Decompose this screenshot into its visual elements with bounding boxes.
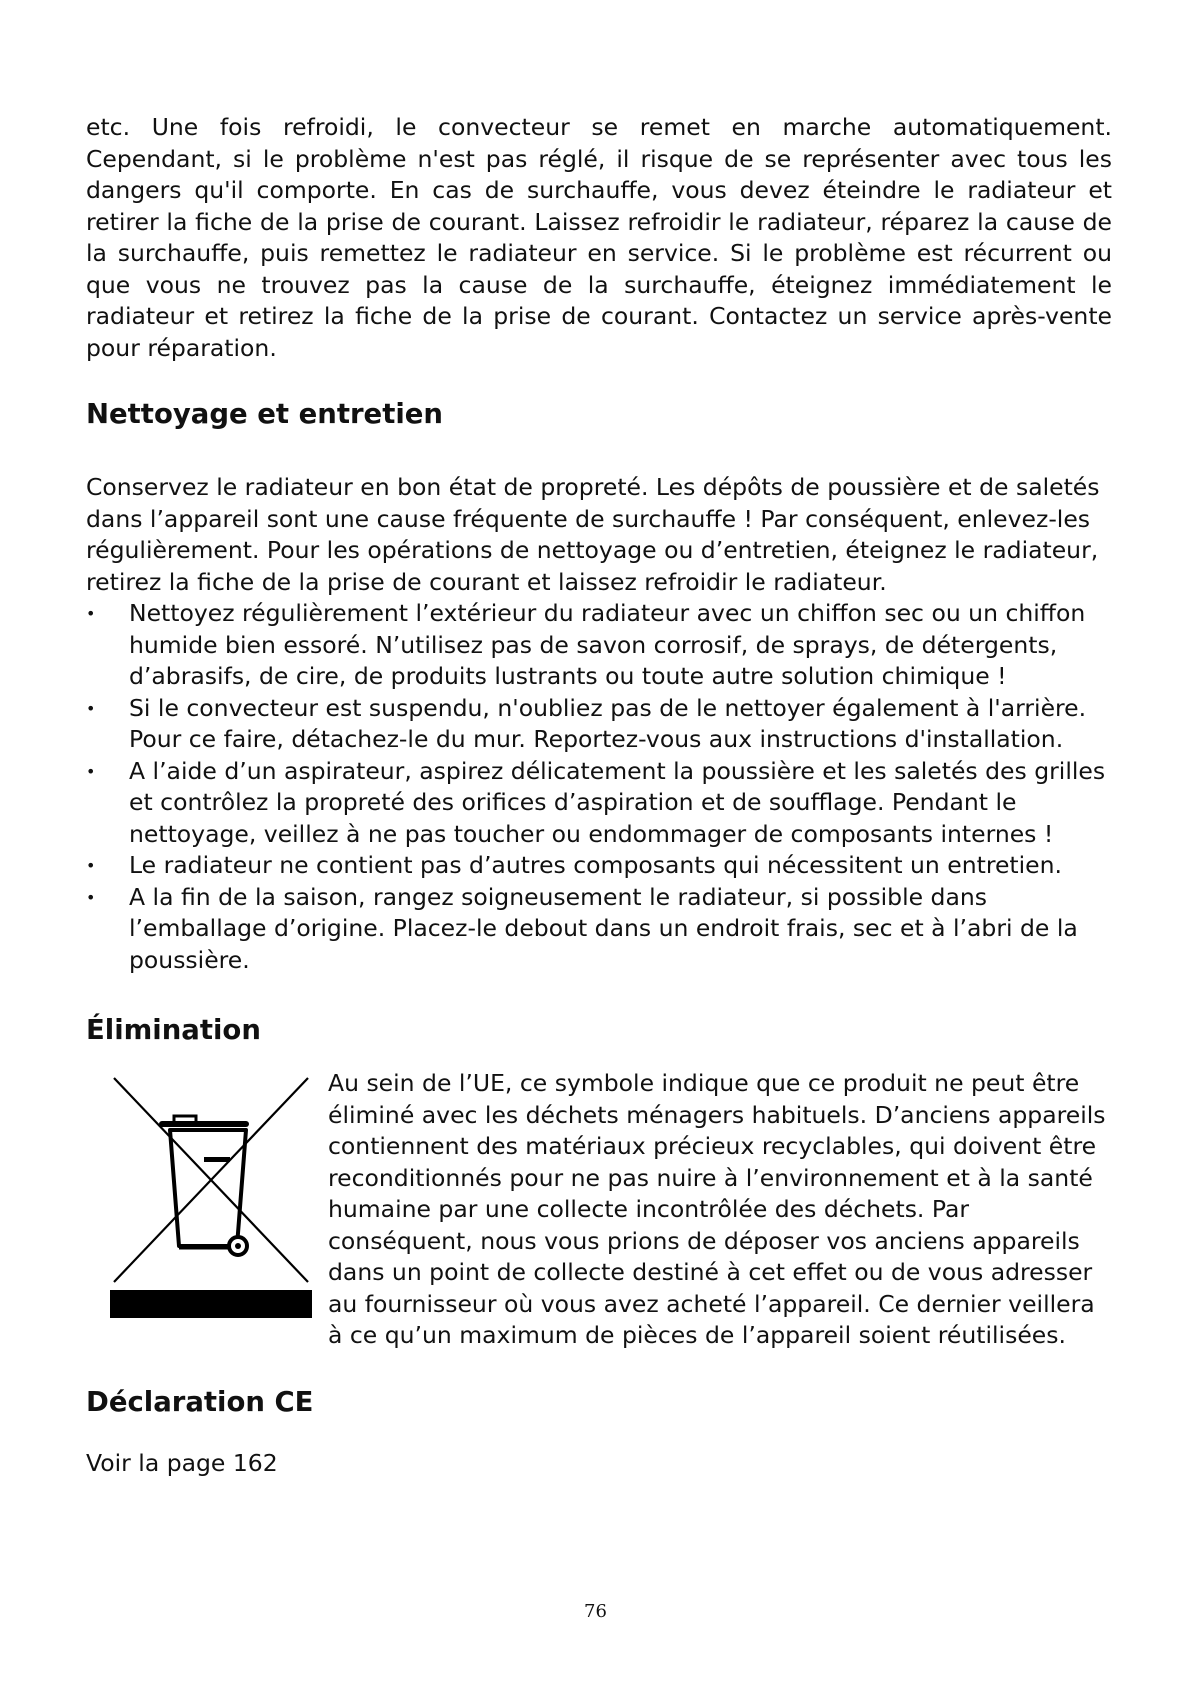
list-item-text: A l’aide d’un aspirateur, aspirez délicatement la poussière et les saletés des grilles et contrôlez la propreté des orifices d’aspiration et de soufflage. Pendant le nettoyage, veillez à ne pas toucher ou endommager de composants internes ! <box>129 756 1106 848</box>
list-item-text: Le radiateur ne contient pas d’autres composants qui nécessitent un entretien. <box>129 851 1063 879</box>
bullet-icon: • <box>86 761 96 781</box>
cleaning-paragraph: Conservez le radiateur en bon état de propreté. Les dépôts de poussière et de saletés dans l’appareil sont une cause fréquente de surchauffe ! Par conséquent, enlevez-les régulièrement. Pour les opérations de nettoyage ou d’entretien, éteignez le radiateur, retirez la fiche de la prise de courant et laissez refroidir le radiateur. <box>86 473 1100 596</box>
cleaning-bullet-list <box>86 598 1112 976</box>
list-item-text: Nettoyez régulièrement l’extérieur du radiateur avec un chiffon sec ou un chiffon humide bien essoré. N’utilisez pas de savon corrosif, de sprays, de détergents, d’abrasifs, de cire, de produits lustrants ou toute autre solution chimique ! <box>129 599 1086 690</box>
ce-declaration-heading: Déclaration CE <box>86 1385 314 1418</box>
bullet-icon: • <box>86 887 96 907</box>
bullet-icon: • <box>86 698 96 718</box>
disposal-paragraph: Au sein de l’UE, ce symbole indique que ce produit ne peut être éliminé avec les déchets ménagers habituels. D’anciens appareils contiennent des matériaux précieux recyclables, qui doivent être reconditionnés pour ne pas nuire à l’environnement et à la santé humaine par une collecte incontrôlée des déchets. Par conséquent, nous vous prions de déposer vos anciens appareils dans un point de collecte destiné à cet effet ou de vous adresser au fournisseur où vous avez acheté l’appareil. Ce dernier veillera à ce qu’un maximum de pièces de l’appareil soient réutilisées. <box>328 1069 1106 1349</box>
list-item-text: Si le convecteur est suspendu, n'oubliez pas de le nettoyer également à l'arrière. Pour ce faire, détachez-le du mur. Reportez-vous aux instructions d'installation. <box>129 693 1087 753</box>
list-item <box>86 693 1112 756</box>
list-item <box>86 598 1112 693</box>
intro-paragraph: etc. Une fois refroidi, le convecteur se remet en marche automatiquement. Cependant, si le problème n'est pas réglé, il risque de se représenter avec tous les dangers qu'il comporte. En cas de surchauffe, vous devez éteindre le radiateur et retirer la fiche de la prise de courant. Laissez refroidir le radiateur, réparez la cause de la surchauffe, puis remettez le radiateur en service. Si le problème est récurrent ou que vous ne trouvez pas la cause de la surchauffe, éteignez immédiatement le radiateur et retirez la fiche de la prise de courant. Contactez un service après-vente pour réparation. <box>86 113 1112 362</box>
page-number: 76 <box>584 1601 607 1622</box>
list-item <box>86 756 1112 851</box>
disposal-section <box>86 1068 1112 1352</box>
bullet-icon: • <box>86 604 96 623</box>
disposal-heading: Élimination <box>86 1014 261 1046</box>
ce-declaration-paragraph: Voir la page 162 <box>86 1448 278 1477</box>
cleaning-heading: Nettoyage et entretien <box>86 398 444 430</box>
list-item <box>86 850 1112 882</box>
crossed-out-wheelie-bin-icon <box>108 1072 314 1320</box>
list-item-text: A la fin de la saison, rangez soigneusement le radiateur, si possible dans l’emballage d’origine. Placez-le debout dans un endroit frais, sec et à l’abri de la poussière. <box>129 882 1078 974</box>
list-item <box>86 882 1112 977</box>
bullet-icon: • <box>86 856 96 875</box>
document-page <box>86 112 1112 1479</box>
